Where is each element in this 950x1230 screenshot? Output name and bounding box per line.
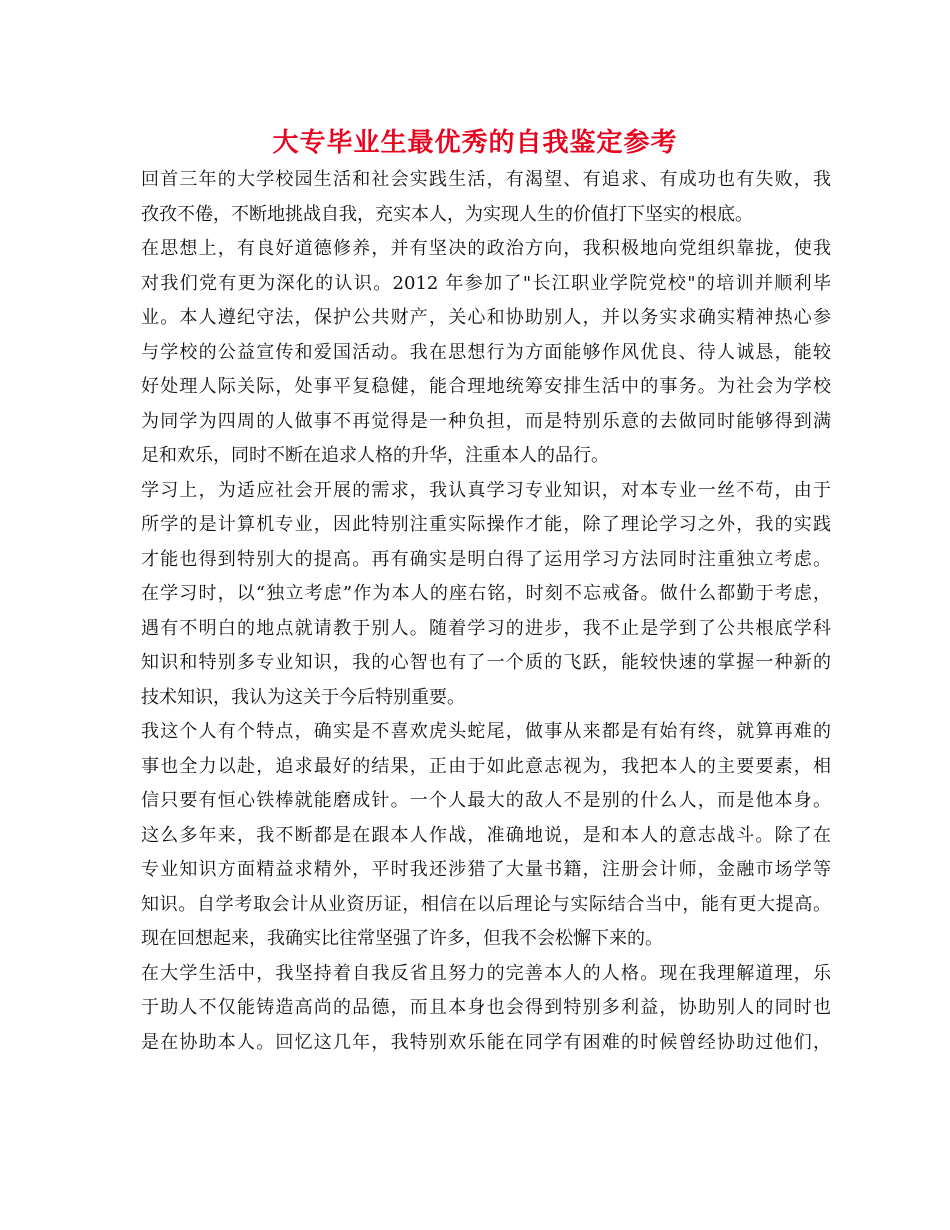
text-line: 知识和特别多专业知识，我的心智也有了一个质的飞跃，能较快速的掌握一种新的 [141,652,831,673]
document-title: 大专毕业生最优秀的自我鉴定参考 [272,128,678,158]
text-line: 专业知识方面精益求精外，平时我还涉猎了大量书籍，注册会计师，金融市场学等 [141,859,831,880]
text-line: 我这个人有个特点，确实是不喜欢虎头蛇尾，做事从来都是有始有终，就算再难的 [141,721,831,742]
text-line: 在思想上，有良好道德修养，并有坚决的政治方向，我积极地向党组织靠拢，使我 [141,238,831,259]
text-line: 孜孜不倦，不断地挑战自我，充实本人，为实现人生的价值打下坚实的根底。 [141,203,753,225]
text-line: 遇有不明白的地点就请教于别人。随着学习的进步，我不止是学到了公共根底学科 [141,617,831,639]
text-line: 才能也得到特别大的提高。再有确实是明白得了运用学习方法同时注重独立考虑。 [141,548,831,570]
text-line: 于助人不仅能铸造高尚的品德，而且本身也会得到特别多利益，协助别人的同时也 [141,997,831,1018]
text-line: 对我们党有更为深化的认识。2012 年参加了"长江职业学院党校"的培训并顺利毕 [141,272,831,294]
text-line: 为同学为四周的人做事不再觉得是一种负担，而是特别乐意的去做同时能够得到满 [141,410,831,432]
text-line: 与学校的公益宣传和爱国活动。我在思想行为方面能够作风优良、待人诚恳，能较 [141,341,831,363]
text-line: 学习上，为适应社会开展的需求，我认真学习专业知识，对本专业一丝不苟，由于 [141,479,831,501]
text-line: 技术知识，我认为这关于今后特别重要。 [141,686,465,708]
text-line: 现在回想起来，我确实比往常坚强了许多，但我不会松懈下来的。 [141,928,663,949]
text-line: 在大学生活中，我坚持着自我反省且努力的完善本人的人格。现在我理解道理，乐 [141,962,831,984]
text-line: 在学习时，以“独立考虑”作为本人的座右铭，时刻不忘戒备。做什么都勤于考虑， [141,583,831,604]
text-line: 是在协助本人。回忆这几年，我特别欢乐能在同学有困难的时候曾经协助过他们， [141,1031,831,1053]
text-line: 信只要有恒心铁棒就能磨成针。一个人最大的敌人不是别的什么人，而是他本身。 [141,790,831,811]
text-line: 回首三年的大学校园生活和社会实践生活，有渴望、有追求、有成功也有失败，我 [141,169,831,190]
text-line: 这么多年来，我不断都是在跟本人作战，准确地说，是和本人的意志战斗。除了在 [141,824,831,846]
text-line: 所学的是计算机专业，因此特别注重实际操作才能，除了理论学习之外，我的实践 [141,514,831,535]
document-body [141,163,831,1060]
text-line: 业。本人遵纪守法，保护公共财产，关心和协助别人，并以务实求确实精神热心参 [141,307,831,328]
text-line: 足和欢乐，同时不断在追求人格的升华，注重本人的品行。 [141,445,609,466]
text-line: 事也全力以赴，追求最好的结果，正由于如此意志视为，我把本人的主要要素，相 [141,755,831,777]
text-line: 好处理人际关际，处事平复稳健，能合理地统筹安排生活中的事务。为社会为学校 [141,376,831,397]
text-line: 知识。自学考取会计从业资历证，相信在以后理论与实际结合当中，能有更大提高。 [141,893,831,915]
